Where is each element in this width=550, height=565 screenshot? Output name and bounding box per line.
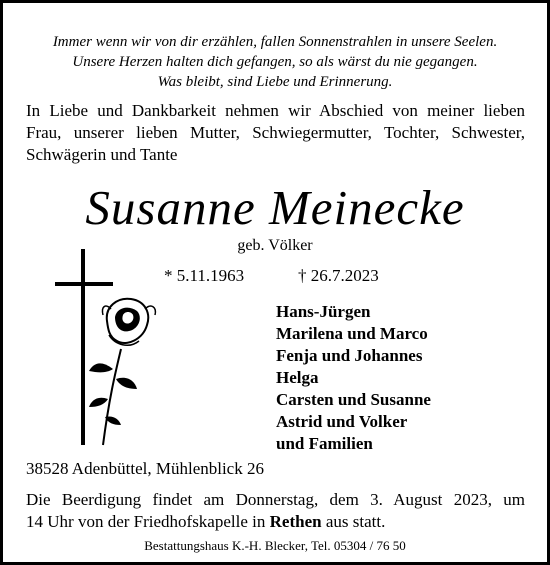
funeral-info	[26, 489, 525, 533]
family-member: und Familien	[276, 434, 373, 453]
funeral-home-contact: Bestattungshaus K.-H. Blecker, Tel. 05304 / 76 50	[144, 538, 406, 553]
intro-line: Frau, unserer lieben Mutter, Schwiegermutter, Tochter, Schwester,	[26, 123, 525, 142]
intro-line: In Liebe und Dankbarkeit nehmen wir Abschied von meiner lieben	[26, 101, 525, 120]
family-member: Fenja und Johannes	[276, 346, 423, 365]
farewell-intro	[26, 100, 525, 166]
poem-line: Unsere Herzen halten dich gefangen, so als wärst du nie gegangen.	[72, 54, 478, 70]
funeral-line: Die Beerdigung findet am Donnerstag, dem 3. August 2023, um	[26, 490, 525, 509]
funeral-line: 14 Uhr von der Friedhofskapelle in Rethen aus statt.	[26, 512, 386, 531]
maiden-name: geb. Völker	[237, 237, 313, 254]
deceased-name: Susanne Meinecke	[85, 180, 465, 235]
family-member: Helga	[276, 368, 319, 387]
intro-line: Schwägerin und Tante	[26, 145, 178, 164]
memorial-poem	[3, 32, 547, 92]
family-address: 38528 Adenbüttel, Mühlenblick 26	[26, 459, 264, 478]
family-member: Marilena und Marco	[276, 324, 428, 343]
poem-line: Was bleibt, sind Liebe und Erinnerung.	[157, 74, 393, 90]
family-member: Carsten und Susanne	[276, 390, 431, 409]
death-date: † 26.7.2023	[298, 266, 379, 285]
family-member: Hans-Jürgen	[276, 302, 371, 321]
poem-line: Immer wenn wir von dir erzählen, fallen Sonnenstrahlen in unsere Seelen.	[52, 34, 498, 50]
family-list	[276, 301, 431, 455]
cross-with-rose-icon	[55, 249, 165, 449]
funeral-location: Rethen	[269, 512, 322, 531]
birth-date: * 5.11.1963	[164, 266, 245, 285]
family-member: Astrid und Volker	[276, 412, 408, 431]
